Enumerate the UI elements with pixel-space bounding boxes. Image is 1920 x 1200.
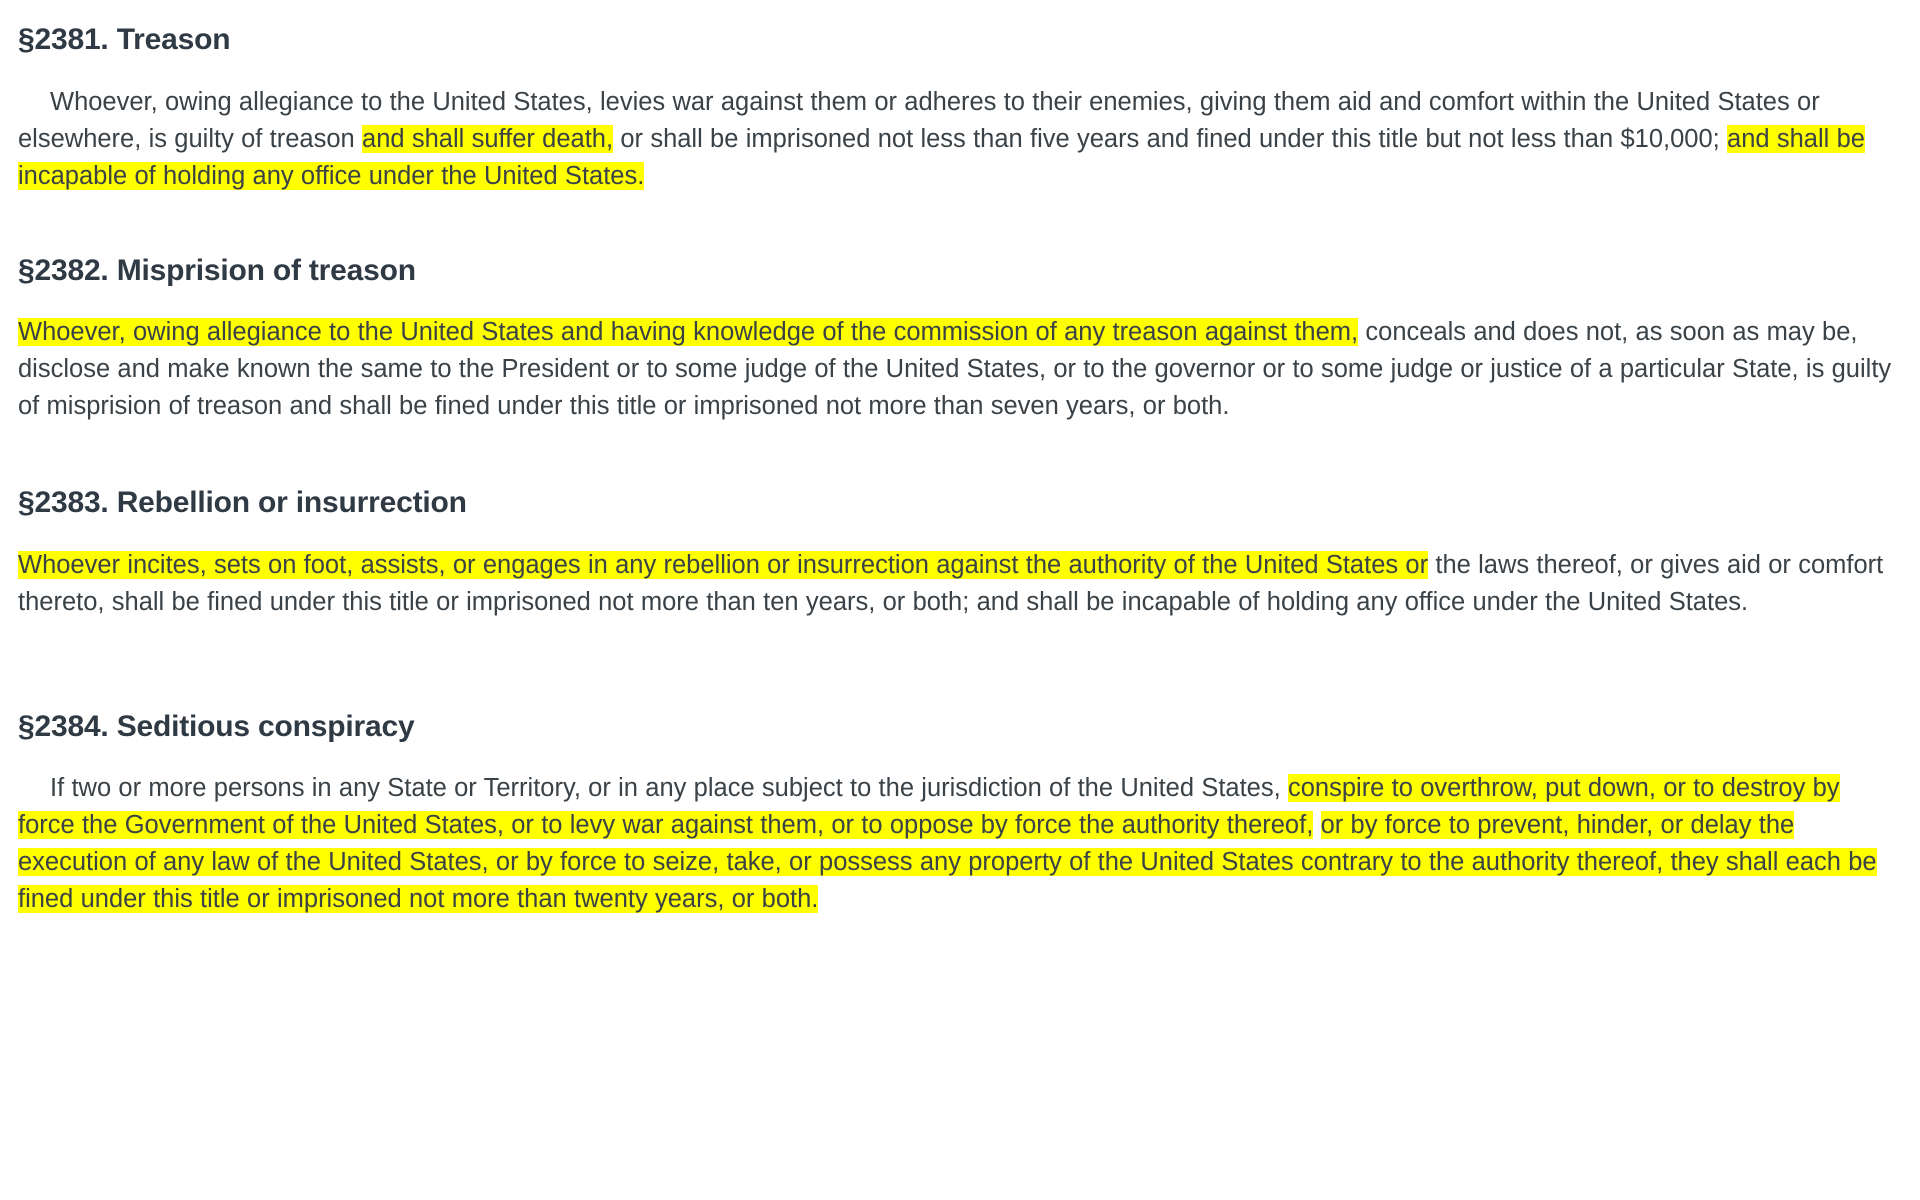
highlighted-text: or by force to prevent, hinder, or delay the execution of any law of the United States, or by force to seize, take, or possess any property of the United States contrary to the authority thereof, they shall each be fined under this title or imprisoned not more than twenty years, or both. — [18, 811, 1877, 913]
body-text: the laws thereof, or gives aid or comfort thereto, shall be fined under this title or imprisoned not more than ten years, or both; and shall be incapable of holding any office under the United States. — [18, 550, 1884, 616]
highlighted-text: and shall suffer death, — [362, 124, 614, 153]
statute-section-2382 — [18, 253, 1896, 426]
section-heading: §2383. Rebellion or insurrection — [18, 486, 467, 519]
section-body — [18, 547, 1896, 621]
statute-section-2383 — [18, 485, 1896, 621]
section-body — [18, 84, 1896, 195]
body-text: Whoever, owing allegiance to the United States, levies war against them or adheres to their enemies, giving them aid and comfort within the United States or elsewhere, is guilty of treason — [18, 87, 1820, 153]
section-body — [18, 314, 1896, 425]
section-heading: §2381. Treason — [18, 23, 231, 56]
highlighted-text: Whoever incites, sets on foot, assists, or engages in any rebellion or insurrection against the authority of the United States or — [18, 550, 1429, 579]
statute-section-2381 — [18, 22, 1896, 195]
highlighted-text: conspire to overthrow, put down, or to destroy by force the Government of the United States, or to levy war against them, or to oppose by force the authority thereof, — [18, 774, 1840, 839]
body-text: or shall be imprisoned not less than five years and fined under this title but not less than $10,000; — [613, 124, 1728, 153]
section-body — [18, 770, 1896, 918]
section-heading: §2382. Misprision of treason — [18, 253, 416, 287]
section-heading: §2384. Seditious conspiracy — [18, 709, 415, 743]
body-text — [1313, 811, 1320, 839]
highlighted-text: and shall be incapable of holding any office under the United States. — [18, 124, 1865, 190]
body-text: conceals and does not, as soon as may be, disclose and make known the same to the President or to some judge of the United States, or to the governor or to some judge or justice of a particular State, is guilty of misprision of treason and shall be fined under this title or imprisoned not more than seven years, or both. — [18, 318, 1892, 420]
statute-section-2384 — [18, 709, 1896, 919]
body-text: If two or more persons in any State or Territory, or in any place subject to the jurisdiction of the United States, — [50, 774, 1288, 802]
highlighted-text: Whoever, owing allegiance to the United States and having knowledge of the commission of any treason against them, — [18, 318, 1359, 346]
